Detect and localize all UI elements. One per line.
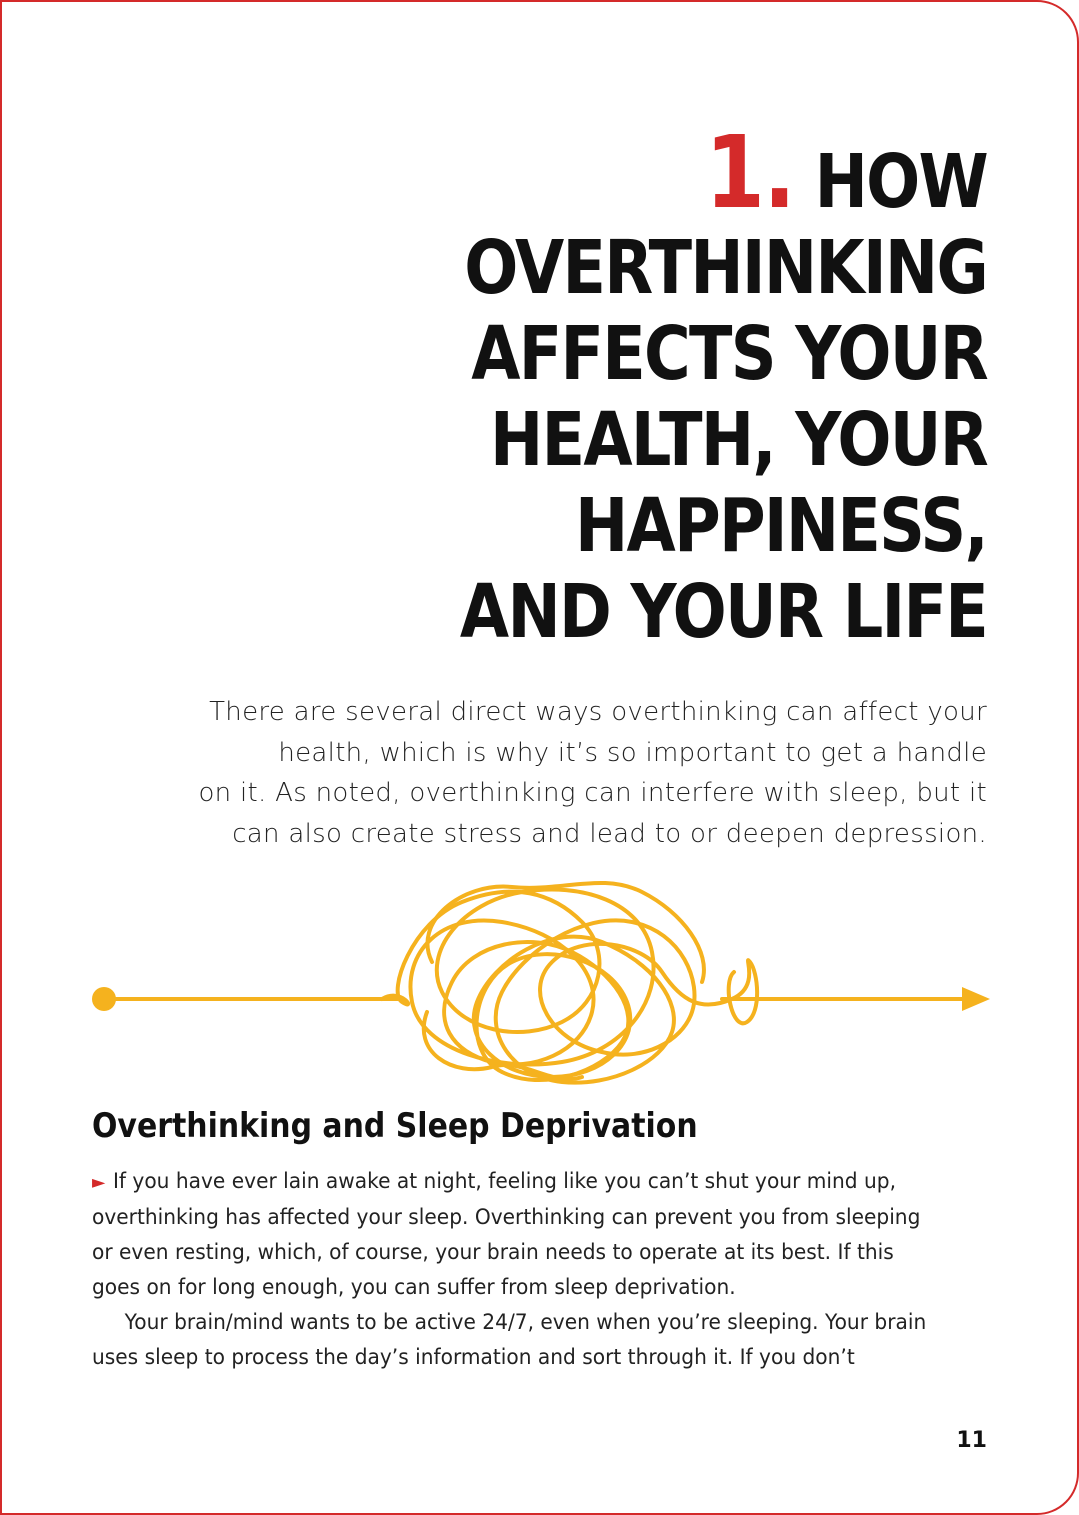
paragraph-line: uses sleep to process the day’s information and sort through it. If you don’t <box>92 1345 855 1369</box>
tangled-line-arrow-icon <box>82 862 1002 1102</box>
bullet-arrow-icon: ► <box>92 1172 106 1193</box>
paragraph-line: ► If you have ever lain awake at night, feeling like you can’t shut your mind up, <box>92 1169 896 1193</box>
intro-paragraph <box>197 692 987 854</box>
intro-line: on it. As noted, overthinking can interfere with sleep, but it <box>198 778 987 808</box>
intro-line: can also create stress and lead to or deepen depression. <box>232 818 987 849</box>
body-text <box>92 1164 956 1375</box>
chapter-number: 1. <box>705 114 795 231</box>
chapter-title <box>368 114 987 655</box>
section-heading: Overthinking and Sleep Deprivation <box>92 1106 698 1146</box>
paragraph-line: goes on for long enough, you can suffer from sleep deprivation. <box>92 1275 736 1299</box>
title-line-6: AND YOUR LIFE <box>459 569 987 655</box>
title-line-4: HEALTH, YOUR <box>490 397 987 483</box>
page-number: 11 <box>956 1428 987 1453</box>
title-line-1: 1. HOW <box>705 114 987 231</box>
paragraph-line: overthinking has affected your sleep. Overthinking can prevent you from sleeping <box>92 1205 921 1229</box>
title-line-2: OVERTHINKING <box>464 225 987 311</box>
intro-line: There are several direct ways overthinking can affect your <box>209 697 987 727</box>
title-line-3: AFFECTS YOUR <box>471 311 987 397</box>
title-line-5: HAPPINESS, <box>574 483 987 569</box>
paragraph-line: or even resting, which, of course, your brain needs to operate at its best. If this <box>92 1240 894 1264</box>
paragraph-line: Your brain/mind wants to be active 24/7, even when you’re sleeping. Your brain <box>124 1310 927 1334</box>
intro-line: health, which is why it’s so important to get a handle <box>278 737 987 768</box>
